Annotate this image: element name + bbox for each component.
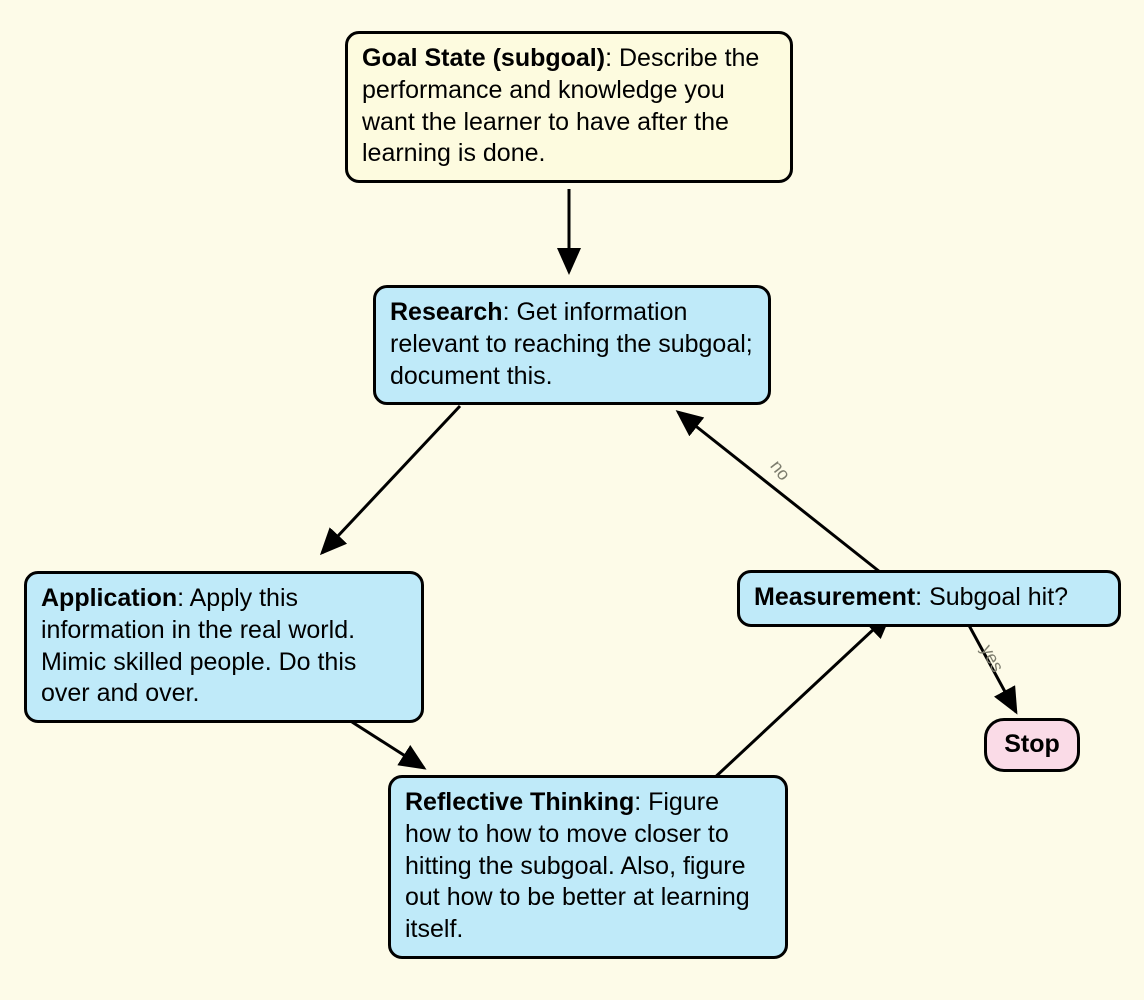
reflective-thinking-node-text: : Figure how to how to move closer to hitting the subgoal. Also, figure out how to be better at learning itself.	[405, 788, 750, 943]
stop-node[interactable]	[984, 718, 1080, 772]
measurement-node[interactable]	[737, 570, 1121, 627]
goal-state-node-text: : Describe the performance and knowledge you want the learner to have after the learning is done.	[362, 44, 760, 168]
edge-label-no: no	[766, 456, 795, 485]
measurement-node-title: Measurement	[754, 583, 916, 611]
reflective-thinking-node[interactable]	[388, 775, 788, 959]
edge-measurement-to-research	[678, 412, 880, 572]
edge-reflective-to-measurement	[710, 614, 890, 782]
research-node-text: : Get information relevant to reaching the subgoal; document this.	[390, 298, 753, 390]
goal-state-node-title: Goal State (subgoal)	[362, 44, 606, 72]
application-node-text: : Apply this information in the real world. Mimic skilled people. Do this over and over.	[41, 584, 357, 708]
goal-state-node[interactable]	[345, 31, 793, 183]
edge-research-to-application	[322, 406, 460, 553]
measurement-node-text: : Subgoal hit?	[915, 583, 1069, 611]
edge-label-yes: yes	[977, 641, 1008, 676]
application-node[interactable]	[24, 571, 424, 723]
research-node-title: Research	[390, 298, 503, 326]
application-node-title: Application	[41, 584, 178, 612]
stop-node-title: Stop	[1004, 730, 1060, 758]
reflective-thinking-node-title: Reflective Thinking	[405, 788, 635, 816]
edge-application-to-reflective	[352, 722, 424, 768]
research-node[interactable]	[373, 285, 771, 405]
